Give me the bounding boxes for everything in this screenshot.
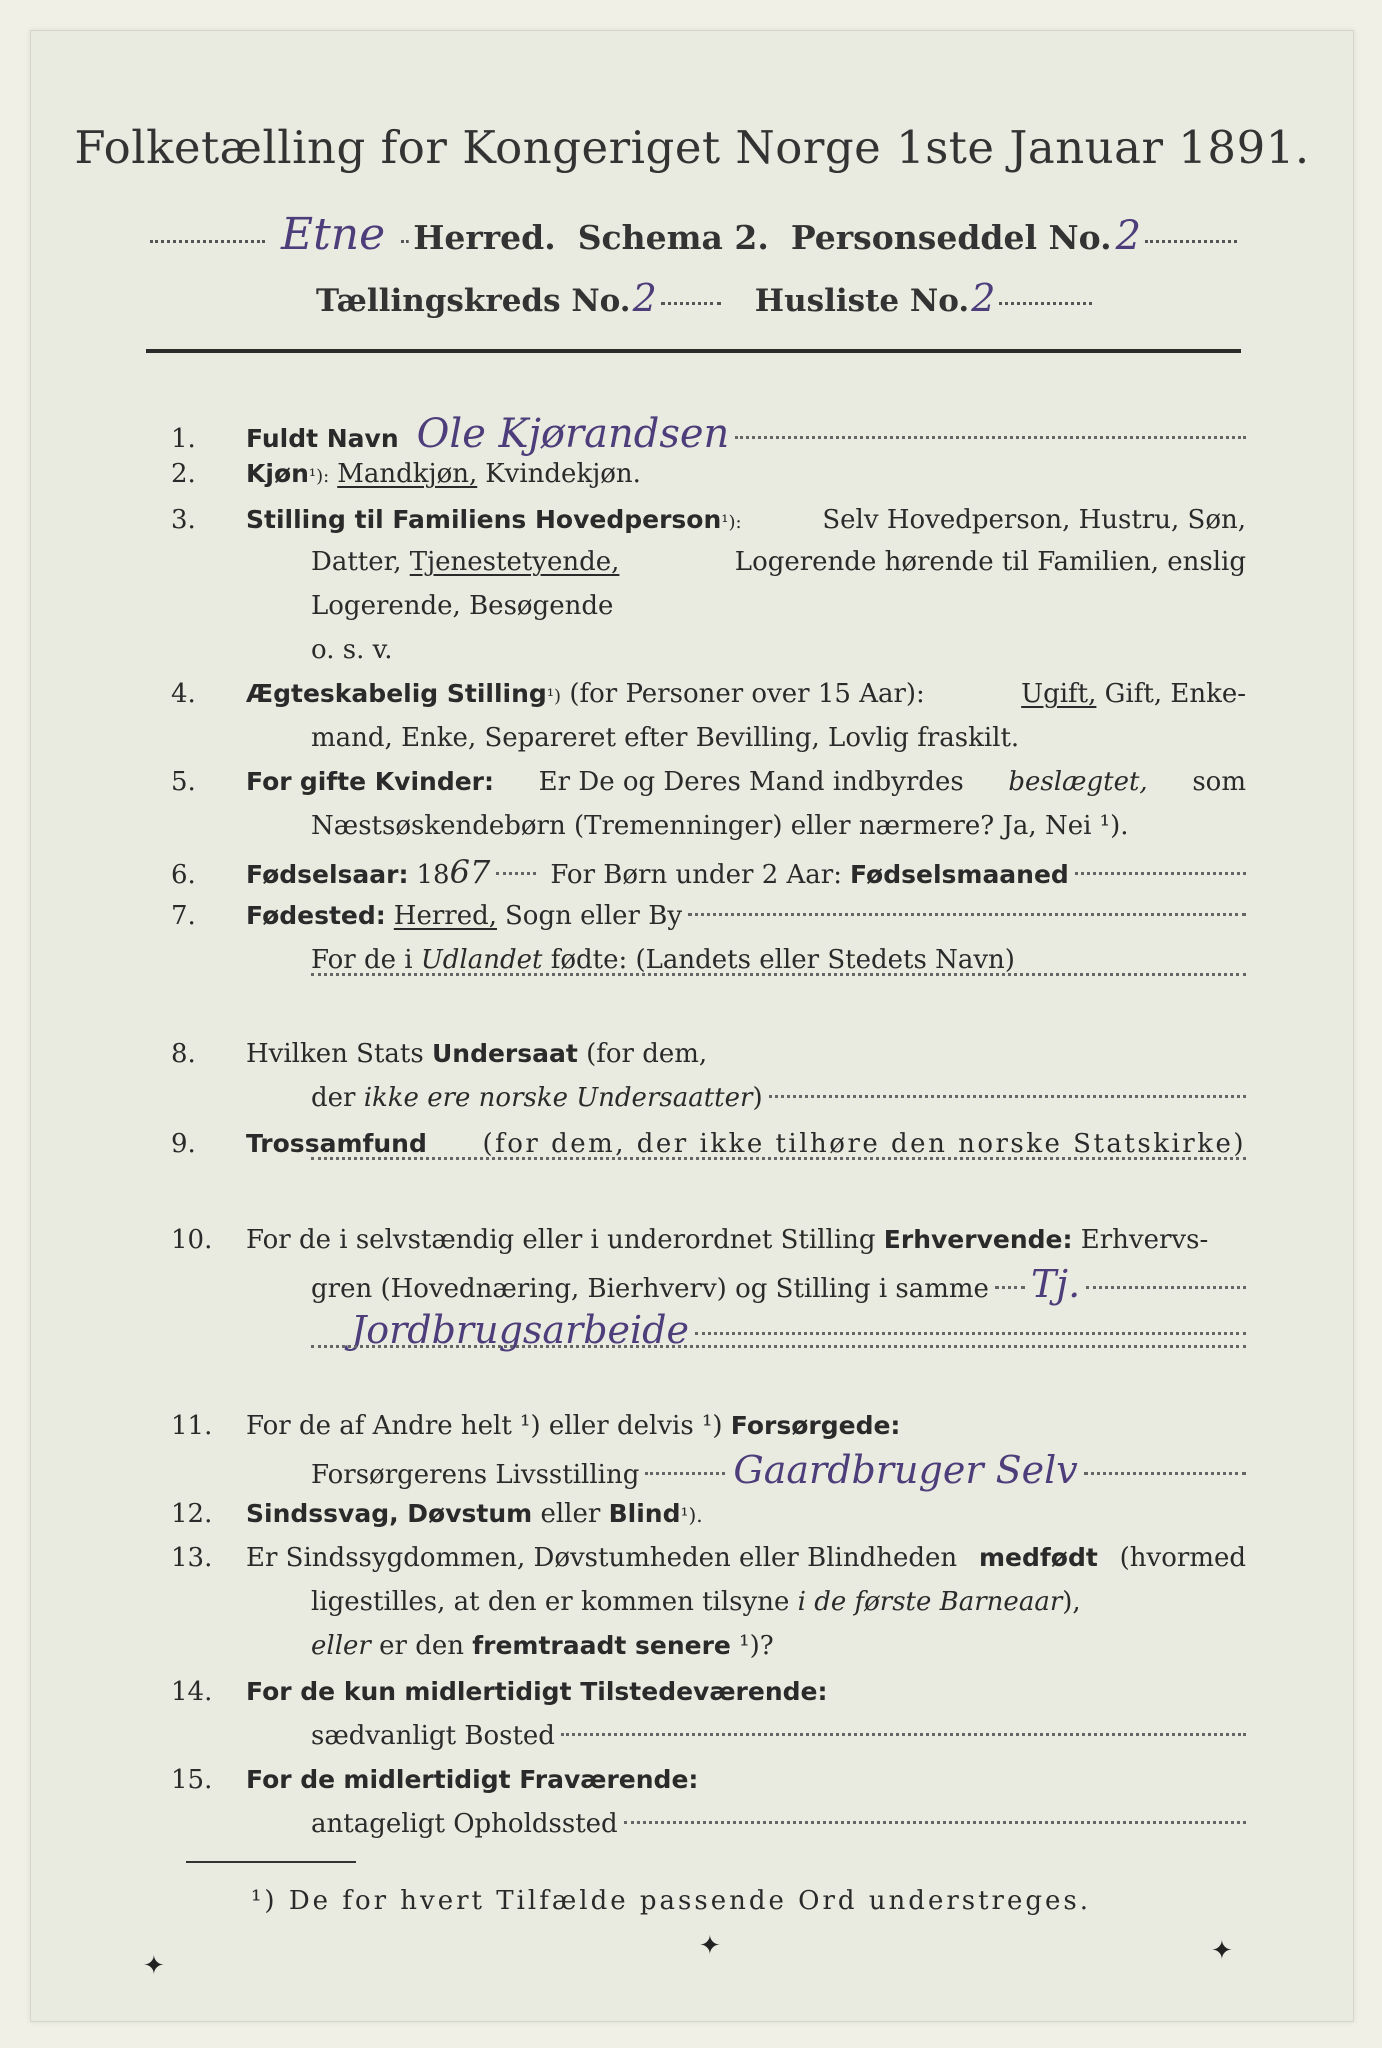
taellingskreds-value: 2 bbox=[632, 276, 657, 320]
birth-year-label: Fødselsaar: bbox=[246, 860, 409, 889]
binding-mark-icon: ✦ bbox=[1211, 1936, 1233, 1966]
birth-month-dots bbox=[1075, 872, 1246, 875]
item-number: 3. bbox=[171, 505, 196, 535]
gender-selected: Mandkjøn, bbox=[337, 459, 478, 489]
item-7 bbox=[171, 893, 1246, 939]
footnote-rule bbox=[186, 1861, 356, 1863]
disability-or: eller bbox=[540, 1499, 601, 1529]
item-10-line-2 bbox=[311, 1261, 1246, 1312]
footnote-ref: ¹) bbox=[546, 686, 562, 707]
item-3-line-3: Logerende, Besøgende bbox=[311, 591, 614, 621]
temp-present-prefix: For de kun bbox=[246, 1677, 397, 1706]
schema-label: Schema 2. bbox=[577, 218, 769, 257]
binding-mark-icon: ✦ bbox=[699, 1931, 721, 1961]
congenital-line3-bold: fremtraadt senere bbox=[472, 1631, 731, 1660]
birth-year-value: 67 bbox=[449, 853, 491, 891]
full-name-value: Ole Kjørandsen bbox=[416, 411, 730, 457]
position-option-datter: Datter, bbox=[311, 547, 402, 577]
citizenship-line2-close: ) bbox=[752, 1083, 763, 1113]
binding-mark-icon: ✦ bbox=[143, 1951, 165, 1981]
occupation-value-2: Jordbrugsarbeide bbox=[351, 1308, 689, 1352]
disability-label-c: Blind bbox=[608, 1499, 681, 1528]
herred-label: Herred. bbox=[413, 218, 556, 257]
supported-label: Forsørgede: bbox=[730, 1411, 901, 1440]
abroad-word: Udlandet bbox=[420, 945, 543, 975]
temp-absent-prefix: For de bbox=[246, 1765, 336, 1794]
census-form-page bbox=[30, 30, 1354, 2022]
birthplace-options: Sogn eller By bbox=[505, 901, 683, 931]
item-5-line-2: Næstsøskendebørn (Tremenninger) eller nærmere? Ja, Nei ¹). bbox=[311, 811, 1129, 841]
temp-absent-label: midlertidigt Fraværende: bbox=[343, 1765, 699, 1794]
position-selected: Tjenestetyende, bbox=[409, 547, 620, 577]
citizenship-qualifier: (for dem, bbox=[586, 1039, 708, 1069]
provider-label: Forsørgerens Livsstilling bbox=[311, 1460, 640, 1490]
item-number: 15. bbox=[171, 1765, 213, 1795]
header-rule bbox=[146, 349, 1241, 353]
marital-qualifier: (for Personer over 15 Aar): bbox=[569, 679, 925, 709]
item-3-line-2 bbox=[311, 539, 1246, 585]
footnote-ref: ¹). bbox=[680, 1503, 703, 1527]
married-women-label-a: For bbox=[246, 767, 292, 796]
marital-label: Ægteskabelig Stilling bbox=[246, 679, 547, 708]
occupation-tail: Erhvervs- bbox=[1080, 1225, 1209, 1255]
related-word: beslægtet, bbox=[1008, 767, 1148, 797]
full-name-label: Fuldt Navn bbox=[246, 424, 399, 453]
full-name-dots bbox=[735, 436, 1246, 439]
occupation-dots-a bbox=[995, 1286, 1025, 1289]
personseddel-value: 2 bbox=[1115, 213, 1142, 259]
item-7-line-3 bbox=[311, 981, 1246, 984]
birth-year-prefix: 18 bbox=[416, 860, 450, 890]
congenital-line3-italic: eller bbox=[311, 1631, 371, 1661]
item-3-line-4: o. s. v. bbox=[311, 635, 393, 665]
provider-dots-b bbox=[1084, 1472, 1246, 1475]
congenital-tail: (hvormed bbox=[1119, 1543, 1246, 1573]
citizenship-label: Undersaat bbox=[431, 1039, 578, 1068]
form-title: Folketælling for Kongeriget Norge 1ste Januar 1891. bbox=[74, 121, 1310, 174]
citizenship-dots bbox=[769, 1095, 1246, 1098]
congenital-line2: ligestilles, at den er kommen tilsyne bbox=[311, 1587, 790, 1617]
item-number: 6. bbox=[171, 860, 196, 890]
position-options-1: Selv Hovedperson, Hustru, Søn, bbox=[822, 505, 1246, 535]
usual-residence-dots bbox=[561, 1733, 1246, 1736]
item-2 bbox=[171, 451, 1246, 500]
item-number: 1. bbox=[171, 424, 196, 454]
item-number: 10. bbox=[171, 1225, 213, 1255]
item-13-line-3 bbox=[311, 1623, 1246, 1669]
item-number: 12. bbox=[171, 1499, 213, 1529]
gender-label: Kjøn bbox=[246, 459, 309, 488]
footnote-ref: ¹): bbox=[308, 466, 330, 487]
birth-year-dots bbox=[496, 872, 536, 875]
gender-options: Kvindekjøn. bbox=[485, 459, 641, 489]
herred-value: Etne bbox=[281, 209, 386, 260]
taellingskreds-line bbox=[316, 276, 1096, 320]
birthplace-selected: Herred, bbox=[393, 901, 497, 931]
citizenship-prefix: Hvilken Stats bbox=[246, 1039, 424, 1069]
item-4-line-2: mand, Enke, Separeret efter Bevilling, Lovlig fraskilt. bbox=[311, 723, 1020, 753]
item-4 bbox=[171, 671, 1246, 720]
related-tail: som bbox=[1192, 767, 1246, 797]
position-options-2: Logerende hørende til Familien, enslig bbox=[734, 547, 1246, 577]
disability-label-a: Sindssvag, Døvstum bbox=[246, 1499, 533, 1528]
occupation-line2: gren (Hovednæring, Bierhverv) og Stilling i samme bbox=[311, 1274, 989, 1304]
religion-label: Trossamfund bbox=[246, 1129, 427, 1158]
abroad-rest: fødte: (Landets eller Stedets Navn) bbox=[550, 945, 1015, 975]
personseddel-label: Personseddel No. bbox=[790, 218, 1112, 257]
item-9-line-2 bbox=[311, 1165, 1246, 1168]
taellingskreds-label: Tællingskreds No. bbox=[316, 283, 631, 319]
taellingskreds-dots bbox=[661, 302, 721, 305]
provider-value: Gaardbruger Selv bbox=[733, 1448, 1078, 1492]
footnote: ¹) De for hvert Tilfælde passende Ord understreges. bbox=[251, 1886, 1092, 1916]
item-number: 13. bbox=[171, 1543, 213, 1573]
personseddel-dots bbox=[1145, 240, 1237, 243]
herred-line bbox=[146, 209, 1241, 260]
item-number: 7. bbox=[171, 901, 196, 931]
item-13-line-2 bbox=[311, 1579, 1246, 1625]
occupation-dots-b bbox=[1086, 1286, 1246, 1289]
item-number: 4. bbox=[171, 679, 196, 709]
abroad-dots bbox=[311, 973, 1246, 976]
congenital-line2-italic: i de første Barneaar bbox=[797, 1587, 1063, 1617]
occupation-prefix: For de i selvstændig eller i underordnet Stilling bbox=[246, 1225, 876, 1255]
item-15-line-2 bbox=[311, 1801, 1246, 1847]
herred-dots-left bbox=[150, 240, 265, 243]
husliste-value: 2 bbox=[971, 276, 996, 320]
item-10 bbox=[171, 1217, 1246, 1263]
herred-dots-mid bbox=[401, 240, 409, 243]
item-7-line-2 bbox=[311, 937, 1246, 983]
item-13 bbox=[171, 1535, 1246, 1581]
supported-prefix: For de af Andre helt ¹) eller delvis ¹) bbox=[246, 1411, 723, 1441]
item-12 bbox=[171, 1491, 1246, 1538]
birth-month-label: Fødselsmaaned bbox=[849, 860, 1069, 889]
provider-dots-a bbox=[645, 1472, 725, 1475]
item-8 bbox=[171, 1031, 1246, 1077]
abroad-prefix: For de i bbox=[311, 945, 413, 975]
occupation-label: Erhvervende: bbox=[883, 1225, 1073, 1254]
item-14 bbox=[171, 1669, 1246, 1715]
religion-dots bbox=[311, 1157, 1246, 1160]
item-6 bbox=[171, 849, 1246, 898]
citizenship-line2-italic: ikke ere norske Undersaatter bbox=[363, 1083, 753, 1113]
item-number: 2. bbox=[171, 459, 196, 489]
item-number: 11. bbox=[171, 1411, 213, 1441]
footnote-ref: ¹): bbox=[721, 512, 742, 533]
marital-selected: Ugift, bbox=[1021, 679, 1097, 709]
usual-residence-label: sædvanligt Bosted bbox=[311, 1721, 555, 1751]
item-15 bbox=[171, 1757, 1246, 1803]
temp-present-label: midlertidigt Tilstedeværende: bbox=[404, 1677, 828, 1706]
item-number: 9. bbox=[171, 1129, 196, 1159]
item-number: 14. bbox=[171, 1677, 213, 1707]
married-women-label-b: gifte Kvinder: bbox=[299, 767, 495, 796]
item-number: 5. bbox=[171, 767, 196, 797]
marital-options-1: Gift, Enke- bbox=[1104, 679, 1246, 709]
presumed-stay-label: antageligt Opholdssted bbox=[311, 1809, 618, 1839]
related-question: Er De og Deres Mand indbyrdes bbox=[538, 767, 964, 797]
birthplace-dots bbox=[688, 913, 1246, 916]
religion-qualifier: (for dem, der ikke tilhøre den norske Statskirke) bbox=[482, 1129, 1246, 1159]
item-11 bbox=[171, 1403, 1246, 1449]
item-14-line-2 bbox=[311, 1713, 1246, 1759]
birthplace-label: Fødested: bbox=[246, 901, 386, 930]
occupation-value-1: Tj. bbox=[1030, 1262, 1081, 1306]
item-10-line-4 bbox=[311, 1353, 1246, 1356]
citizenship-line2-prefix: der bbox=[311, 1083, 356, 1113]
presumed-stay-dots bbox=[624, 1821, 1246, 1824]
item-9 bbox=[171, 1121, 1246, 1167]
occupation-dots-d bbox=[311, 1345, 1246, 1348]
congenital-line3-tail: ¹)? bbox=[739, 1631, 774, 1661]
position-label: Stilling til Familiens Hovedperson bbox=[246, 505, 722, 534]
husliste-dots bbox=[999, 302, 1092, 305]
congenital-label: medfødt bbox=[979, 1543, 1098, 1572]
item-number: 8. bbox=[171, 1039, 196, 1069]
item-5 bbox=[171, 759, 1246, 805]
birth-month-qualifier: For Børn under 2 Aar: bbox=[550, 860, 842, 890]
congenital-question: Er Sindssygdommen, Døvstumheden eller Blindheden bbox=[246, 1543, 958, 1573]
item-8-line-2 bbox=[311, 1075, 1246, 1121]
occupation-dots-c bbox=[695, 1332, 1246, 1335]
congenital-line3: er den bbox=[379, 1631, 464, 1661]
congenital-line2-close: ), bbox=[1062, 1587, 1081, 1617]
husliste-label: Husliste No. bbox=[754, 283, 970, 319]
